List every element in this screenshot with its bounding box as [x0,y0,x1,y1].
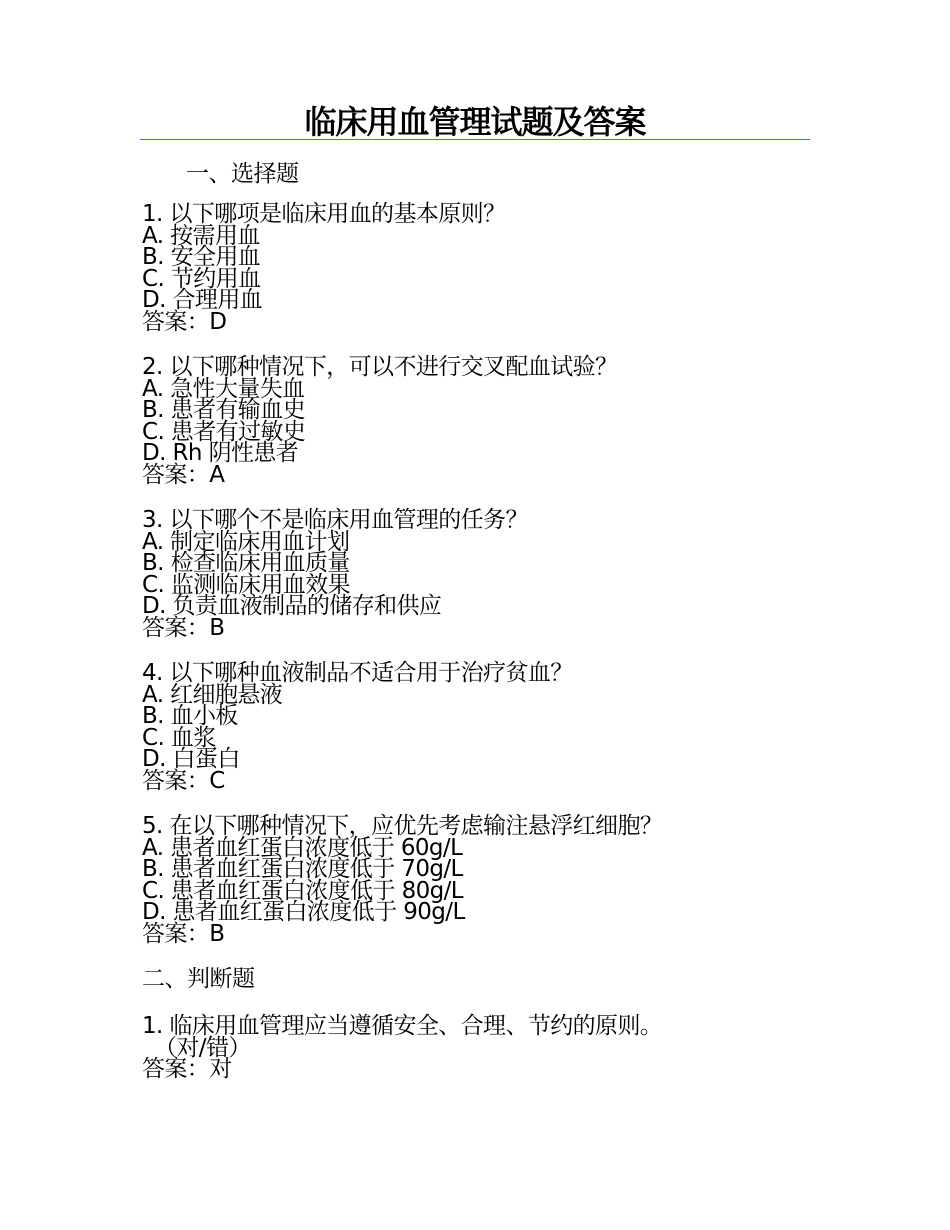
question-block [142,201,822,335]
option: A. 患者血红蛋白浓度低于 60g/L [142,834,463,861]
section-heading-choice: 一、选择题 [186,161,299,187]
question-text: 4. 以下哪种血液制品不适合用于治疗贫血？ [142,660,573,686]
option: C. 节约用血 [142,265,261,292]
question-block [142,1013,822,1082]
option: B. 检查临床用血质量 [142,550,350,576]
true-false-section [142,966,822,1105]
option: A. 按需用血 [142,222,260,249]
option: A. 制定临床用血计划 [142,528,350,555]
question-text: 2. 以下哪种情况下，可以不进行交叉配血试验？ [142,354,618,380]
option: B. 血小板 [142,703,238,729]
section-heading-judgement: 二、判断题 [142,966,255,992]
answer-text: 答案：B [142,614,225,641]
question-block [142,813,822,947]
option: C. 血浆 [142,724,216,751]
question-text: 5. 在以下哪种情况下，应优先考虑输注悬浮红细胞？ [142,813,663,839]
choice-hint: （对/错） [154,1034,251,1061]
option: D. 患者血红蛋白浓度低于 90g/L [142,899,465,925]
document-title: 临床用血管理试题及答案 [304,103,646,141]
option: D. 合理用血 [142,287,263,313]
answer-text: 答案：A [142,461,225,488]
option: A. 急性大量失血 [142,375,305,402]
title-underline [140,139,810,140]
question-text: 1. 以下哪项是临床用血的基本原则？ [142,201,506,227]
option: D. 负责血液制品的储存和供应 [142,593,442,619]
option: D. Rh 阴性患者 [142,440,299,466]
answer-text: 答案：对 [142,1056,232,1082]
answer-text: 答案：B [142,920,225,947]
option: B. 患者有输血史 [142,397,306,423]
choice-questions [142,201,822,969]
option: B. 安全用血 [142,244,261,270]
option: B. 患者血红蛋白浓度低于 70g/L [142,856,463,882]
option: C. 患者血红蛋白浓度低于 80g/L [142,877,464,904]
answer-text: 答案：D [142,308,227,335]
option: C. 患者有过敏史 [142,418,306,445]
question-block [142,507,822,641]
question-block [142,354,822,488]
option: A. 红细胞悬液 [142,681,283,708]
statement-text: 1. 临床用血管理应当遵循安全、合理、节约的原则。 [142,1013,663,1039]
question-text: 3. 以下哪个不是临床用血管理的任务？ [142,507,528,533]
option: C. 监测临床用血效果 [142,571,351,598]
answer-text: 答案：C [142,767,225,794]
question-block [142,660,822,794]
option: D. 白蛋白 [142,746,240,772]
